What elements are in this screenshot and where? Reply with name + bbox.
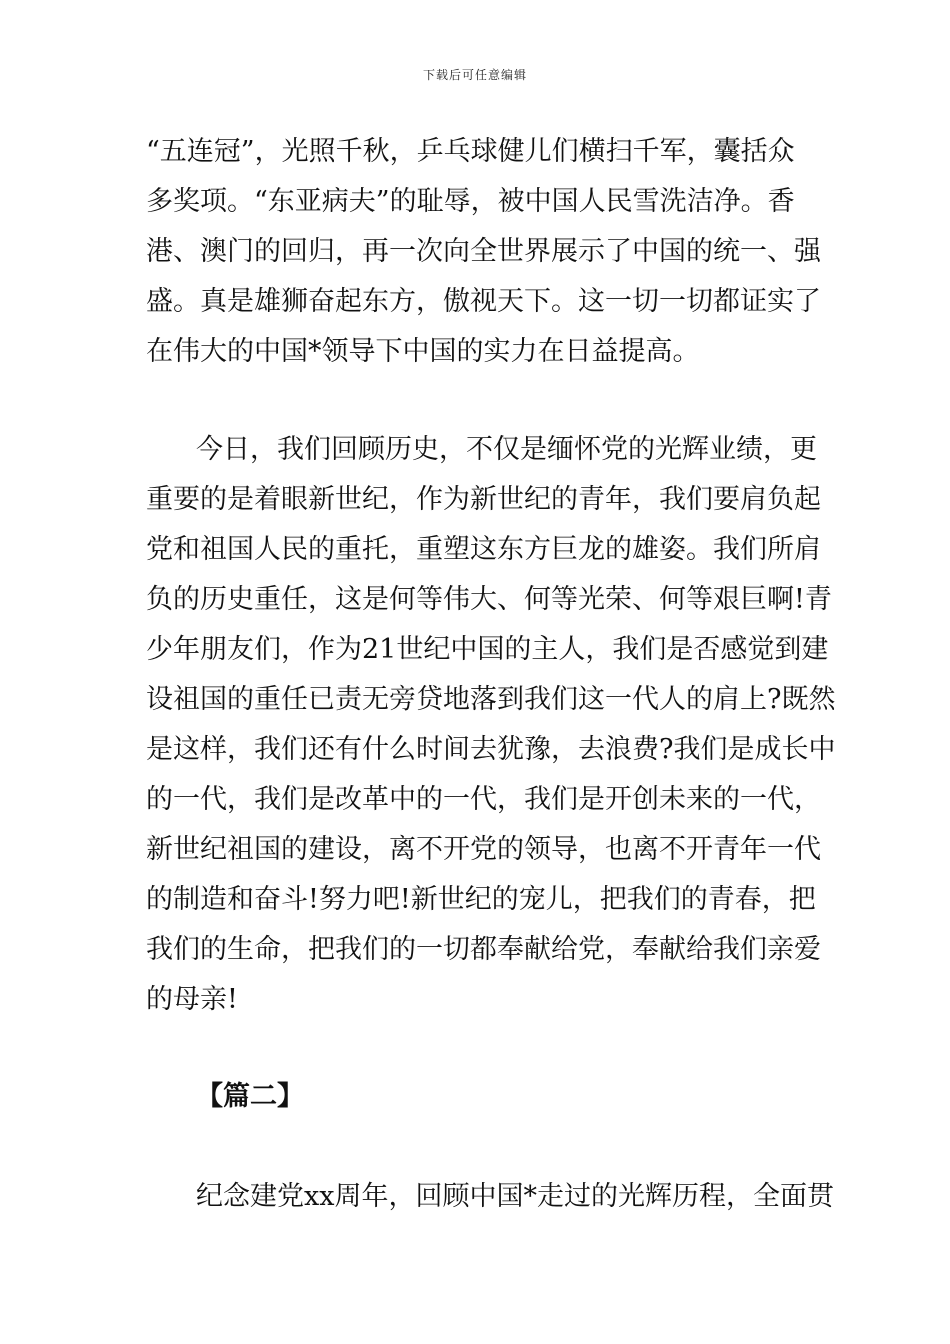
paragraph-line: 盛。真是雄狮奋起东方，傲视天下。这一切一切都证实了 <box>146 286 821 317</box>
section-heading: 【篇二】 <box>196 1081 304 1112</box>
paragraph-line: 的一代，我们是改革中的一代，我们是开创未来的一代， <box>146 784 821 815</box>
paragraph-line: 的制造和奋斗!努力吧!新世纪的宠儿，把我们的青春，把 <box>146 884 816 915</box>
paragraph-line: 少年朋友们，作为21世纪中国的主人，我们是否感觉到建 <box>146 634 829 665</box>
page-header: 下载后可任意编辑 <box>422 68 527 82</box>
paragraph-line: 的母亲! <box>146 984 238 1015</box>
paragraph-line: 是这样，我们还有什么时间去犹豫，去浪费?我们是成长中 <box>146 734 836 765</box>
paragraph-line: 负的历史重任，这是何等伟大、何等光荣、何等艰巨啊!青 <box>146 584 832 615</box>
paragraph-line: 在伟大的中国*领导下中国的实力在日益提高。 <box>146 336 700 367</box>
paragraph-line: 纪念建党xx周年，回顾中国*走过的光辉历程，全面贯 <box>196 1181 834 1212</box>
paragraph-line: “五连冠”，光照千秋，乒乓球健儿们横扫千军，囊括众 <box>146 136 795 167</box>
paragraph-line: 新世纪祖国的建设，离不开党的领导，也离不开青年一代 <box>146 834 821 865</box>
paragraph-line: 我们的生命，把我们的一切都奉献给党，奉献给我们亲爱 <box>146 934 821 965</box>
paragraph-line: 港、澳门的回归，再一次向全世界展示了中国的统一、强 <box>146 236 821 267</box>
paragraph-line: 党和祖国人民的重托，重塑这东方巨龙的雄姿。我们所肩 <box>146 534 821 565</box>
paragraph-line: 重要的是着眼新世纪，作为新世纪的青年，我们要肩负起 <box>146 484 821 515</box>
paragraph-line: 多奖项。“东亚病夫”的耻辱，被中国人民雪洗洁净。香 <box>146 186 795 217</box>
paragraph-line: 今日，我们回顾历史，不仅是缅怀党的光辉业绩，更 <box>196 434 817 465</box>
paragraph-line: 设祖国的重任已责无旁贷地落到我们这一代人的肩上?既然 <box>146 684 836 715</box>
